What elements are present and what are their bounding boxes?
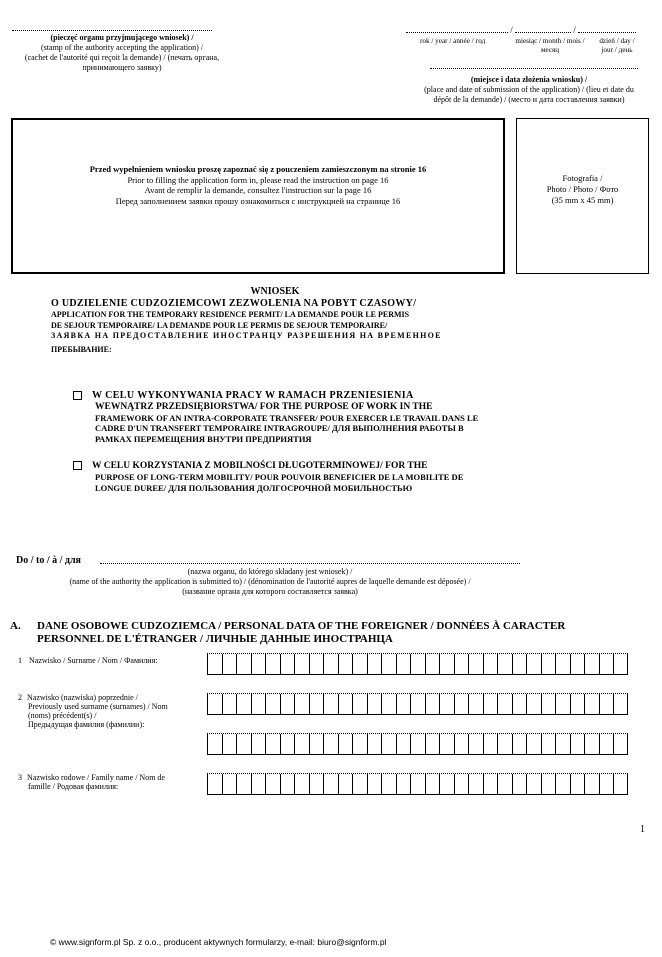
option-long-term-mobility[interactable] <box>73 460 503 493</box>
photo-line2: Photo / Photo / Фото <box>546 184 619 194</box>
section-a-line2: PERSONNEL DE L'ÉTRANGER / ЛИЧНЫЕ ДАННЫЕ ИНОСТРАНЦА <box>37 633 393 645</box>
instruction-pl: Przed wypełnieniem wniosku proszę zapoznać się z pouczeniem zamieszczonym na stronie 16 <box>89 164 427 174</box>
option1-line2: WEWNĄTRZ PRZEDSIĘBIORSTWA/ FOR THE PURPOSE OF WORK IN THE <box>95 402 433 412</box>
title-line2: O UDZIELENIE CUDZOZIEMCOWI ZEZWOLENIA NA POBYT CZASOWY/ <box>51 298 417 309</box>
family-name-input[interactable] <box>207 773 628 795</box>
place-date-line3: dépôt de la demande) / (место и дата составления заявки) <box>433 95 625 104</box>
title-block <box>51 298 501 355</box>
page-number: 1 <box>640 824 645 835</box>
previous-surname-input-1[interactable] <box>207 693 628 715</box>
field-3-label <box>18 773 208 791</box>
instruction-ru: Перед заполнением заявки прошу ознакомиться с инструкцией на странице 16 <box>115 195 401 206</box>
field-1-label <box>18 656 208 665</box>
to-caption1: (nazwa organu, do którego składany jest wniosek) / <box>187 567 353 576</box>
option-checkbox[interactable] <box>73 391 82 400</box>
date-labels-month: miesiąc / month / mois / месяц <box>515 37 585 54</box>
to-caption2: (name of the authority the application is submitted to) / (dénomination de l'autorité aupres de laquelle demande est déposée) / <box>69 577 471 586</box>
option2-line3: LONGUE DUREE/ ДЛЯ ПОЛЬЗОВАНИЯ ДОЛГОСРОЧНОЙ МОБИЛЬНОСТЬЮ <box>95 482 413 493</box>
section-a-letter: A. <box>10 620 21 632</box>
photo-box[interactable] <box>516 118 649 274</box>
place-date-caption <box>404 75 654 105</box>
place-date-line2: (place and date of submission of the application) / (lieu et date du <box>424 85 634 94</box>
photo-line3: (35 mm x 45 mm) <box>551 195 614 205</box>
title-line3: APPLICATION FOR THE TEMPORARY RESIDENCE PERMIT/ LA DEMANDE POUR LE PERMIS <box>51 310 410 319</box>
title-line6: ПРЕБЫВАНИЕ: <box>51 344 112 354</box>
to-authority-input[interactable] <box>100 563 520 564</box>
section-a-heading <box>37 620 652 646</box>
date-field[interactable]: / / <box>406 20 642 34</box>
option1-line1: W CELU WYKONYWANIA PRACY W RAMACH PRZENIESIENIA <box>92 390 414 401</box>
field-2-text4: Предыдущая фамилия (фамилии): <box>28 720 145 729</box>
field-2-text1: Nazwisko (nazwiska) poprzednie / <box>27 693 138 702</box>
option2-line1: W CELU KORZYSTANIA Z MOBILNOŚCI DŁUGOTERMINOWEJ/ FOR THE <box>92 461 428 471</box>
option2-line2: PURPOSE OF LONG-TERM MOBILITY/ POUR POUVOIR BENEFICIER DE LA MOBILITE DE <box>95 472 464 482</box>
surname-input[interactable] <box>207 653 628 675</box>
stamp-line <box>12 30 212 31</box>
stamp-line4: принимающего заявку) <box>82 63 162 72</box>
to-caption3: (название органа для которого составляется заявка) <box>182 587 358 596</box>
field-2-text2: Previously used surname (surnames) / Nom <box>28 702 168 711</box>
to-caption <box>10 567 530 597</box>
date-labels-year: rok / year / année / год <box>420 37 486 45</box>
field-3-text1: Nazwisko rodowe / Family name / Nom de <box>27 773 165 782</box>
field-2-number: 2 <box>18 693 22 702</box>
section-a-line1: DANE OSOBOWE CUDZOZIEMCA / PERSONAL DATA OF THE FOREIGNER / DONNÉES À CARACTER <box>37 620 566 632</box>
date-labels-day: dzień / day / jour / день <box>599 37 635 54</box>
instruction-box <box>11 118 505 274</box>
previous-surname-input-2[interactable] <box>207 733 628 755</box>
to-label: Do / to / à / для <box>16 555 81 566</box>
field-1-number: 1 <box>18 656 22 665</box>
option-checkbox[interactable] <box>73 461 82 470</box>
field-2-text3: (noms) précédent(s) / <box>28 711 97 720</box>
title-line5: ЗАЯВКА НА ПРЕДОСТАВЛЕНИЕ ИНОСТРАНЦУ РАЗРЕШЕНИЯ НА ВРЕМЕННОЕ <box>51 331 442 340</box>
footer: © www.signform.pl Sp. z o.o., producent aktywnych formularzy, e-mail: biuro@signform.pl <box>50 937 387 947</box>
stamp-line2: (stamp of the authority accepting the application) / <box>41 43 203 52</box>
stamp-title: (pieczęć organu przyjmującego wniosek) / <box>50 33 194 42</box>
field-3-number: 3 <box>18 773 22 782</box>
stamp-line3: (cachet de l'autorité qui reçoit la demande) / (печать органа, <box>24 53 220 62</box>
place-date-title: (miejsce i data złożenia wniosku) / <box>470 75 588 84</box>
stamp-caption <box>10 33 234 73</box>
field-3-text2: famille / Родовая фамилия: <box>28 782 119 791</box>
title-wniosek: WNIOSEK <box>250 286 300 297</box>
field-2-label <box>18 693 208 729</box>
place-date-line <box>430 68 638 69</box>
instruction-fr: Avant de remplir la demande, consultez l'instruction sur la page 16 <box>144 185 372 195</box>
option1-line5: РАМКАХ ПЕРЕМЕЩЕНИЯ ВНУТРИ ПРЕДПРИЯТИЯ <box>95 433 312 444</box>
photo-line1: Fotografia / <box>562 173 603 183</box>
option1-line3: FRAMEWORK OF AN INTRA-CORPORATE TRANSFER/ POUR EXERCER LE TRAVAIL DANS LE <box>95 412 479 423</box>
field-1-text: Nazwisko / Surname / Nom / Фамилия: <box>29 656 158 665</box>
instruction-en: Prior to filling the application form in, please read the instruction on page 16 <box>127 174 389 185</box>
option1-line4: CADRE D'UN TRANSFERT TEMPORAIRE INTRAGROUPE/ ДЛЯ ВЫПОЛНЕНИЯ РАБОТЫ В <box>95 423 464 433</box>
option-intra-corporate[interactable] <box>73 390 503 444</box>
title-line4: DE SEJOUR TEMPORAIRE/ LA DEMANDE POUR LE PERMIS DE SEJOUR TEMPORAIRE/ <box>51 320 388 330</box>
